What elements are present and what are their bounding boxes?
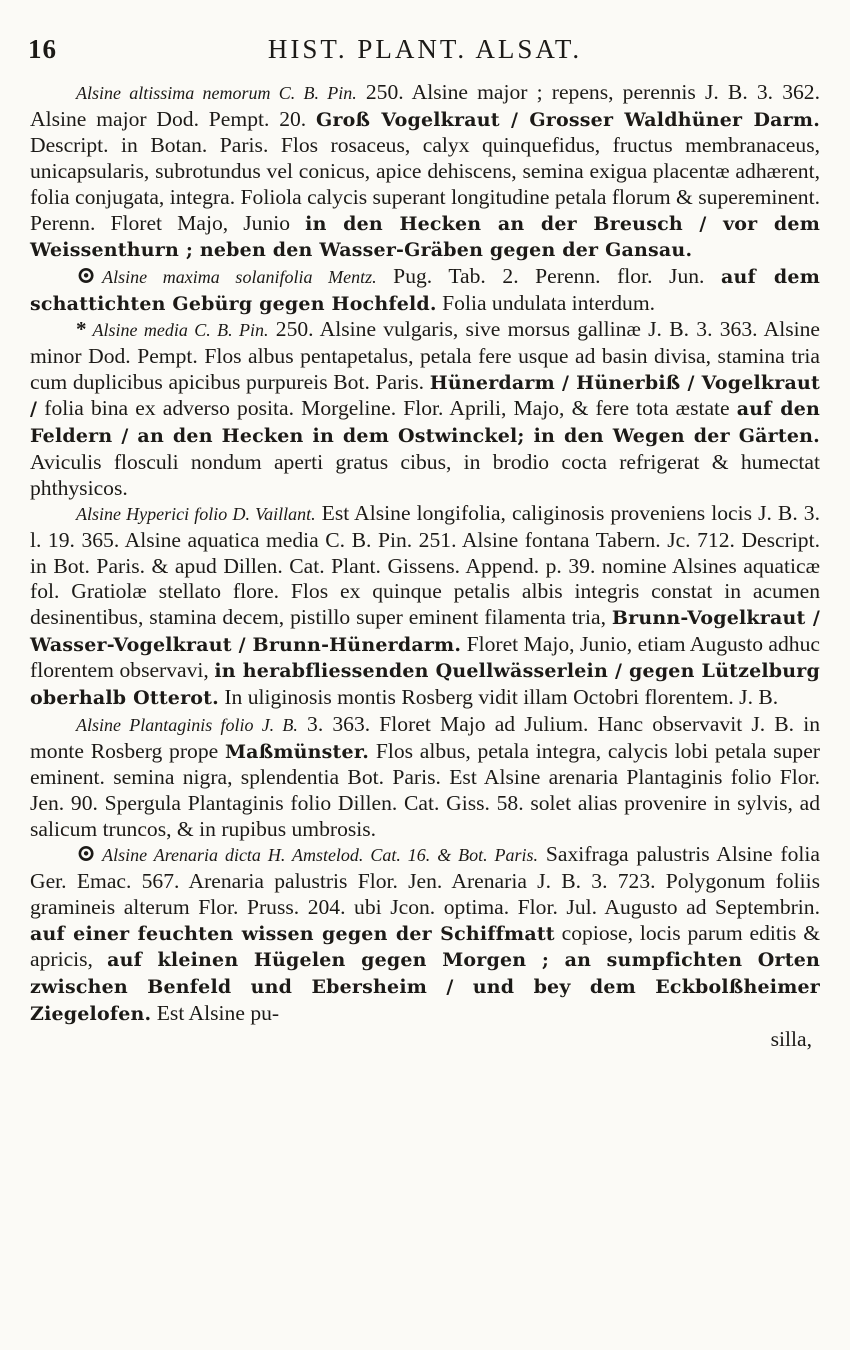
entry-text: copiose, locis parum editis & apricis, [30, 920, 820, 972]
species-name: Alsine altissima nemorum C. B. Pin. [76, 83, 357, 103]
species-name: Alsine media C. B. Pin. [92, 320, 269, 341]
entry-text: 3. 363. Floret Majo ad Julium. Hanc observavit J. B. in monte Rosberg prope [30, 711, 820, 763]
asterisk-mark: * [76, 317, 87, 342]
text-body [30, 80, 820, 1053]
locality-text: in den Hecken an der Breusch / vor dem Weissenthurn ; neben den Wasser-Gräben gegen der Gansau. [30, 212, 820, 262]
locality-text: auf einer feuchten wissen gegen der Schiffmatt [30, 922, 555, 945]
entry-text: 250. Alsine vulgaris, sive morsus gallinæ J. B. 3. 363. Alsine minor Dod. Pempt. Flos albus pentapetalus, petala fere usque ad basin divisa, stamina tria cum duplicibus apicibus purpureis Bot. Paris. [30, 317, 820, 394]
entry-alsine-maxima [30, 264, 820, 317]
entry-text: In uliginosis montis Rosberg vidit illam Octobri florentem. J. B. [218, 685, 779, 710]
locality-text: auf dem schattichten Gebürg gegen Hochfeld. [30, 265, 820, 315]
entry-text: Pug. Tab. 2. Perenn. flor. Jun. [376, 263, 722, 288]
locality-text: auf kleinen Hügelen gegen Morgen ; an sumpfichten Orten zwischen Benfeld und Ebersheim / und bey dem Eckbolßheimer Ziegelofen. [30, 949, 821, 1025]
vernacular-name: Hünerdarm / Hünerbiß / Vogelkraut / [30, 371, 821, 421]
annual-symbol: ⊙ [76, 262, 97, 289]
locality-text: auf den Feldern / an den Hecken in dem Ostwinckel; in den Wegen der Gärten. [30, 398, 820, 448]
entry-text: Saxifraga palustris Alsine folia Ger. Emac. 567. Arenaria palustris Flor. Jen. Arenaria J. B. 3. 723. Polygonum foliis gramineis alterum Flor. Pruss. 204. ubi Jcon. optima. Flor. Jul. Augusto ad Septembrin. [30, 842, 820, 919]
species-name: Alsine maxima solanifolia Mentz. [102, 266, 377, 287]
running-title: HIST. PLANT. ALSAT. [267, 34, 583, 64]
vernacular-name: Groß Vogelkraut / Grosser Waldhüner Darm. [316, 108, 821, 131]
entry-text: Flos albus, petala integra, calycis lobi petala super eminent. semina nigra, splendentia Bot. Paris. Est Alsine arenaria Plantaginis folio Flor. Jen. 90. Spergula Plantaginis folio Dillen. Cat. Giss. 58. solet alias provenire in sylvis, ad salicum truncos, & in rupibus umbrosis. [30, 738, 820, 841]
entry-text: 250. Alsine major ; repens, perennis J. B. 3. 362. Alsine major Dod. Pempt. 20. [30, 80, 820, 131]
entry-alsine-altissima [30, 80, 820, 264]
locality-text: Maßmünster. [224, 740, 370, 763]
species-name: Alsine Plantaginis folio J. B. [76, 714, 298, 735]
page-number: 16 [28, 34, 57, 64]
entry-text: Floret Majo, Junio, etiam Augusto adhuc florentem observavi, [30, 631, 820, 683]
entry-alsine-media [30, 317, 820, 501]
vernacular-name: Brunn-Vogelkraut / Wasser-Vogelkraut / Brunn-Hünerdarm. [30, 607, 820, 656]
entry-text: folia bina ex adverso posita. Morgeline. Flor. Aprili, Majo, & fere tota æstate [37, 396, 737, 421]
locality-text: in herabfliessenden Quellwässerlein / gegen Lützelburg oberhalb Otterot. [30, 660, 820, 710]
entry-text: Folia undulata interdum. [436, 290, 656, 315]
annual-symbol: ⊙ [76, 841, 97, 868]
species-name: Alsine Arenaria dicta H. Amstelod. Cat. 16. & Bot. Paris. [102, 845, 539, 866]
catchword: silla, [770, 1027, 812, 1052]
entry-text: Descript. in Botan. Paris. Flos rosaceus, calyx quinquefidus, fructus membranaceus, unicapsularis, subrotundus vel conicus, apice dehiscens, semina exigua placentæ adhærent, folia conjugata, integra. Foliola calycis superant longitudine petala florum & supereminent. Perenn. Floret Majo, Junio [30, 133, 820, 235]
entry-alsine-plantaginis [30, 712, 820, 843]
entry-alsine-arenaria [30, 842, 820, 1027]
running-header [0, 34, 850, 74]
entry-alsine-hyperici [30, 501, 820, 712]
entry-text: Est Alsine pu- [151, 1000, 280, 1025]
species-name: Alsine Hyperici folio D. Vaillant. [76, 504, 316, 525]
entry-text: Est Alsine longifolia, caliginosis proveniens locis J. B. 3. l. 19. 365. Alsine aquatica media C. B. Pin. 251. Alsine fontana Tabern. Jc. 712. Descript. in Bot. Paris. & apud Dillen. Cat. Plant. Gissens. Append. p. 39. nomine Alsines aquaticæ fol. Gratiolæ stellato flore. Flos ex quinque petalis albis integris constat in acumen desinentibus, stamina decem, pistillo super eminent filamenta tria, [30, 501, 820, 630]
entry-text: Aviculis flosculi nondum aperti gratus cibus, in brodio cocta refrigerat & humectat phthysicos. [30, 449, 820, 500]
